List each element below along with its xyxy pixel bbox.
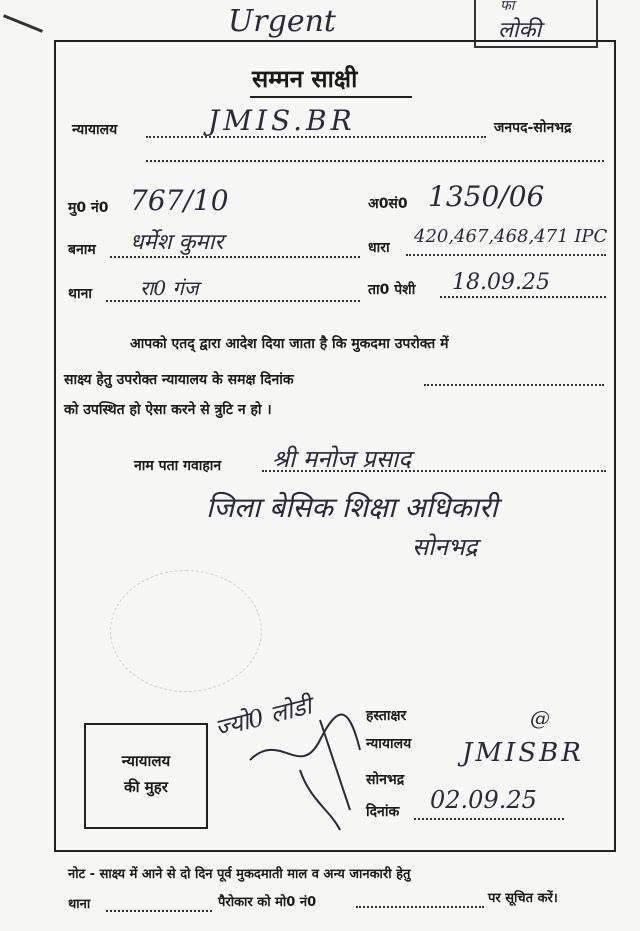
note-pairokar-label: पैरोकार को मो0 नं0 xyxy=(218,895,317,910)
note-phone-dots xyxy=(356,906,484,908)
witness-address-line2: सोनभद्र xyxy=(412,533,478,561)
seal-line1: न्यायालय xyxy=(121,752,171,770)
witness-label: नाम पता गवाहान xyxy=(134,458,222,474)
crime-no-label: अ0सं0 xyxy=(368,196,408,212)
versus-label: बनाम xyxy=(68,242,96,258)
sign-court-value: JMISBR xyxy=(462,738,584,768)
form-title: सम्मन साक्षी xyxy=(252,65,358,93)
title-underline xyxy=(250,96,412,98)
court-label: न्यायालय xyxy=(72,122,118,138)
versus-dots xyxy=(110,256,360,258)
appearance-date-dots xyxy=(424,384,604,386)
hearing-date-dots xyxy=(440,296,606,298)
station-label: थाना xyxy=(68,286,92,302)
sign-date-value: 02.09.25 xyxy=(430,786,537,814)
order-text-line3: को उपस्थित हो ऐसा करने से त्रुटि न हो । xyxy=(64,402,272,418)
section-label: धारा xyxy=(368,240,390,256)
station-value: रा0 गंज xyxy=(140,276,199,300)
sign-date-label: दिनांक xyxy=(366,804,400,820)
crime-no-value: 1350/06 xyxy=(428,180,545,213)
versus-value: धर्मेश कुमार xyxy=(130,230,224,255)
note-line1: नोट - साक्ष्य में आने से दो दिन पूर्व मुकदमाती माल व अन्य जानकारी हेतु xyxy=(68,867,411,882)
order-text-line2: साक्ष्य हेतु उपरोक्त न्यायालय के समक्ष दिनांक xyxy=(64,372,294,388)
urgent-note: Urgent xyxy=(228,4,336,39)
officer-signature: ज्यो0 लोडी xyxy=(212,691,315,743)
case-no-label: मु0 नं0 xyxy=(68,200,109,216)
section-value: 420,467,468,471 IPC xyxy=(414,226,608,247)
note-station-label: थाना xyxy=(68,897,91,912)
witness-name: श्री मनोज प्रसाद xyxy=(272,445,412,473)
court-value: JMIS.BR xyxy=(208,104,356,137)
sign-label: हस्ताक्षर xyxy=(366,708,407,724)
seal-line2: की मुहर xyxy=(124,778,168,796)
case-no-value: 767/10 xyxy=(130,184,229,217)
witness-address-line1: जिला बेसिक शिक्षा अधिकारी xyxy=(206,491,498,524)
faint-seal-impression xyxy=(110,570,262,692)
sign-court-label: न्यायालय xyxy=(366,736,412,752)
district-label: जनपद-सोनभद्र xyxy=(494,120,572,136)
pen-mark xyxy=(3,14,43,33)
court-dots-2 xyxy=(146,160,604,162)
note-station-dots xyxy=(106,910,212,912)
order-text-line1: आपको एतद् द्वारा आदेश दिया जाता है कि मुकदमा उपरोक्त में xyxy=(130,336,449,352)
section-dots xyxy=(406,254,606,256)
court-seal-box xyxy=(84,723,208,829)
sign-district: सोनभद्र xyxy=(366,772,405,788)
copy-mark: @ xyxy=(530,706,550,730)
note-suffix: पर सूचित करें। xyxy=(488,891,558,906)
corner-bottom-text: लोकी xyxy=(498,18,542,43)
corner-top-text: फा xyxy=(500,0,515,14)
sign-date-dots xyxy=(414,818,564,820)
hearing-date-value: 18.09.25 xyxy=(452,270,550,295)
hearing-date-label: ता0 पेशी xyxy=(368,282,416,298)
signature-scribble xyxy=(240,690,380,840)
